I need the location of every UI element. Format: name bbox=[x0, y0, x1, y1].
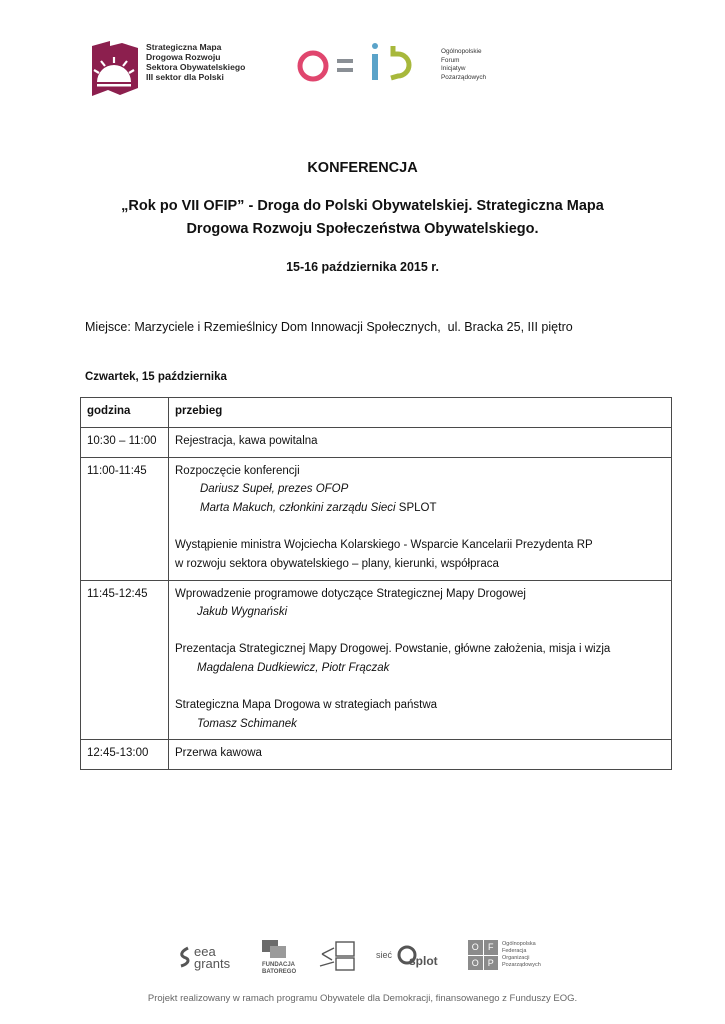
ofop-text-line: Ogólnopolska bbox=[502, 941, 536, 947]
smd-logo-text bbox=[146, 42, 245, 82]
agenda-item: Rozpoczęcie konferencji bbox=[175, 464, 300, 477]
ofop-letter: F bbox=[484, 940, 499, 955]
sunrise-map-icon bbox=[88, 38, 142, 98]
conference-dates: 15-16 października 2015 r. bbox=[286, 260, 439, 274]
ofip-logo-line: Ogólnopolskie bbox=[441, 48, 482, 55]
speaker-name: Marta Makuch, członkini zarządu Sieci bbox=[200, 502, 396, 515]
smd-logo-line: Sektora Obywatelskiego bbox=[146, 62, 246, 72]
agenda-item: Rejestracja, kawa powitalna bbox=[175, 434, 318, 447]
eea-text-line: eea bbox=[194, 944, 216, 959]
ofop-text-line: Pozarządowych bbox=[502, 962, 541, 968]
eea-wave-icon bbox=[178, 946, 192, 968]
conference-title-line: Drogowa Rozwoju Społeczeństwa Obywatelskiego. bbox=[186, 221, 539, 237]
row-program bbox=[169, 580, 672, 740]
table-row bbox=[81, 580, 672, 740]
agenda-item: Wystąpienie ministra Wojciecha Kolarskiego - Wsparcie Kancelarii Prezydenta RP bbox=[175, 538, 593, 551]
ofop-text-line: Federacja bbox=[502, 948, 527, 954]
batory-logo bbox=[258, 938, 303, 978]
speaker: Dariusz Supeł, prezes OFOP bbox=[200, 483, 349, 496]
siec-splot-logo bbox=[376, 944, 444, 974]
agenda-table bbox=[80, 397, 672, 770]
ofop-logo bbox=[468, 940, 568, 974]
row-time: 11:00-11:45 bbox=[81, 457, 169, 580]
conference-title bbox=[0, 195, 725, 241]
agenda-item-continued: w rozwoju sektora obywatelskiego – plany, kierunki, współpraca bbox=[175, 557, 499, 570]
ofip-logo-line: Inicjatyw bbox=[441, 65, 466, 72]
row-time: 11:45-12:45 bbox=[81, 580, 169, 740]
ofop-text bbox=[502, 941, 541, 969]
speaker: Tomasz Schimanek bbox=[197, 717, 297, 730]
ofop-letter: P bbox=[484, 956, 499, 971]
dialogue-logo bbox=[318, 940, 358, 974]
siec-text: sieć bbox=[376, 950, 393, 960]
conference-venue: Miejsce: Marzyciele i Rzemieślnicy Dom Innowacji Społecznych, ul. Bracka 25, III piętro bbox=[85, 320, 573, 334]
splot-text: splot bbox=[409, 954, 438, 968]
conference-title-line: „Rok po VII OFIP” - Droga do Polski Obywatelskiej. Strategiczna Mapa bbox=[121, 198, 604, 214]
ofop-letter: O bbox=[468, 956, 483, 971]
column-header-program: przebieg bbox=[169, 398, 672, 428]
ofop-mark bbox=[468, 940, 498, 970]
speech-bubbles-icon bbox=[318, 940, 358, 974]
batory-mark-icon bbox=[262, 940, 286, 958]
speaker bbox=[175, 499, 665, 518]
smd-logo bbox=[88, 38, 263, 98]
day-label: Czwartek, 15 października bbox=[85, 371, 227, 383]
column-header-time: godzina bbox=[81, 398, 169, 428]
table-row bbox=[81, 740, 672, 770]
partner-logos bbox=[170, 938, 570, 983]
row-time: 12:45-13:00 bbox=[81, 740, 169, 770]
row-program bbox=[169, 740, 672, 770]
ofip-mark-icon bbox=[295, 40, 425, 88]
row-program bbox=[169, 427, 672, 457]
ofip-logo-line: Pozarządowych bbox=[441, 73, 487, 81]
ofip-logo-text bbox=[441, 48, 486, 82]
row-time: 10:30 – 11:00 bbox=[81, 427, 169, 457]
agenda-item: Strategiczna Mapa Drogowa w strategiach państwa bbox=[175, 698, 438, 711]
agenda-item: Wprowadzenie programowe dotyczące Strategicznej Mapy Drogowej bbox=[175, 587, 526, 600]
batory-text-line: FUNDACJA bbox=[262, 962, 295, 968]
funding-note: Projekt realizowany w ramach programu Obywatele dla Demokracji, finansowanego z Funduszy EOG. bbox=[147, 993, 578, 1004]
ofop-letter: O bbox=[468, 940, 483, 955]
agenda-item: Prezentacja Strategicznej Mapy Drogowej. Powstanie, główne założenia, misja i wizja bbox=[175, 643, 611, 656]
table-row bbox=[81, 427, 672, 457]
smd-logo-line: Strategiczna Mapa bbox=[146, 42, 222, 52]
speaker: Jakub Wygnański bbox=[197, 606, 288, 619]
ofip-logo-line: Forum bbox=[441, 56, 460, 64]
speaker-org: SPLOT bbox=[395, 502, 437, 515]
table-header-row bbox=[81, 398, 672, 428]
eea-text-line: grants bbox=[194, 956, 231, 971]
document-heading: KONFERENCJA bbox=[307, 160, 418, 176]
speaker: Magdalena Dudkiewicz, Piotr Frączak bbox=[197, 661, 390, 674]
ofip-logo bbox=[295, 40, 510, 88]
ofop-text-line: Organizacji bbox=[502, 955, 530, 961]
smd-logo-line: Drogowa Rozwoju bbox=[146, 52, 221, 62]
eea-text bbox=[194, 946, 230, 970]
batory-text-line: BATOREGO bbox=[262, 969, 297, 975]
table-row bbox=[81, 457, 672, 580]
eea-grants-logo bbox=[178, 940, 238, 980]
batory-text bbox=[262, 962, 296, 976]
smd-logo-line: III sektor dla Polski bbox=[146, 72, 224, 82]
row-program bbox=[169, 457, 672, 580]
agenda-item: Przerwa kawowa bbox=[175, 747, 262, 760]
